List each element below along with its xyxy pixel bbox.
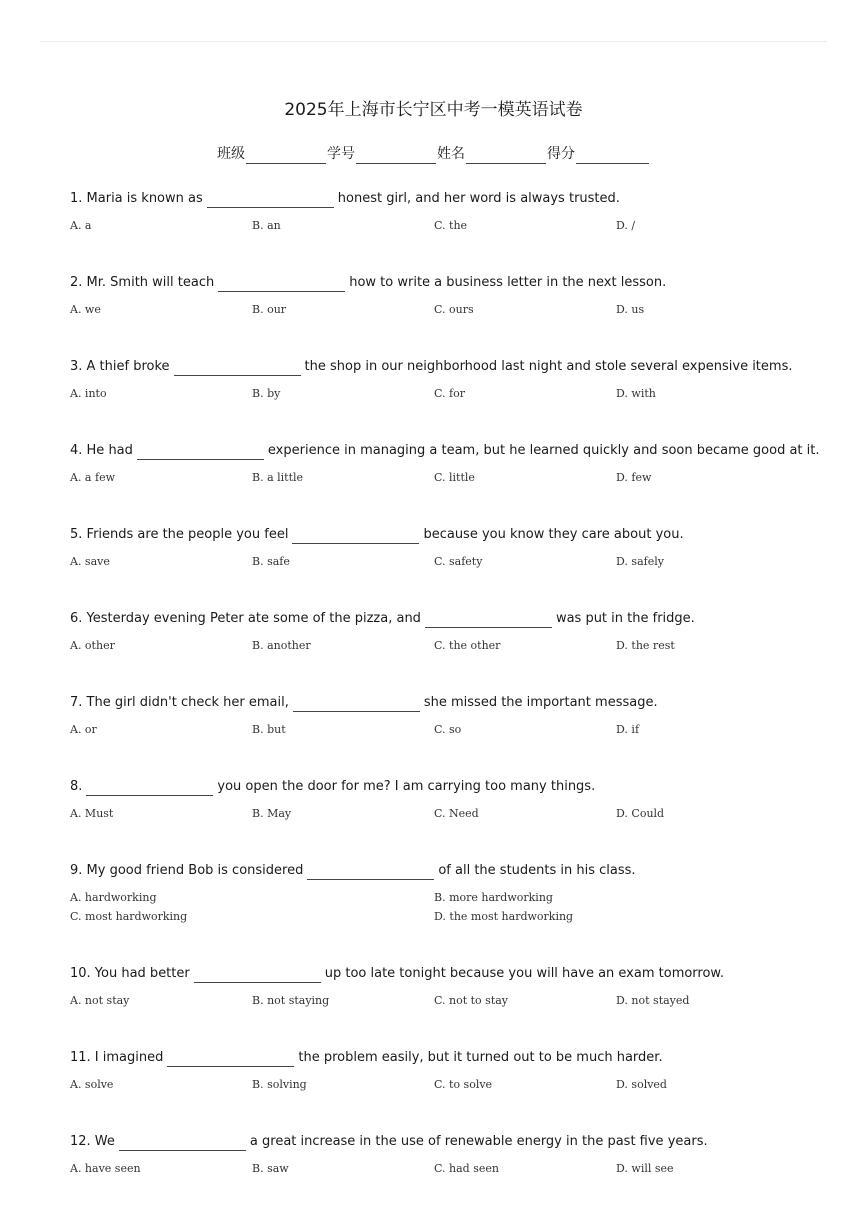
option-a[interactable]: A. other xyxy=(70,639,115,652)
options-row xyxy=(70,555,830,569)
question-stem xyxy=(70,610,830,628)
option-a[interactable]: A. into xyxy=(70,387,107,400)
option-d[interactable]: D. solved xyxy=(616,1078,667,1091)
question-8 xyxy=(70,778,830,862)
stem-text-after: you open the door for me? I am carrying too many things. xyxy=(217,779,596,794)
option-b[interactable]: B. an xyxy=(252,219,281,232)
option-d[interactable]: D. the most hardworking xyxy=(434,910,574,923)
option-c[interactable]: C. for xyxy=(434,387,465,400)
option-a[interactable]: A. a few xyxy=(70,471,115,484)
options-row xyxy=(70,387,830,401)
options-row xyxy=(70,807,830,821)
stem-text-after: the problem easily, but it turned out to be much harder. xyxy=(298,1050,663,1065)
option-a[interactable]: A. Must xyxy=(70,807,114,820)
question-4 xyxy=(70,442,830,526)
option-a[interactable]: A. we xyxy=(70,303,101,316)
option-a[interactable]: A. solve xyxy=(70,1078,114,1091)
option-c[interactable]: C. so xyxy=(434,723,462,736)
option-d[interactable]: D. the rest xyxy=(616,639,675,652)
stem-text-before: 4. He had xyxy=(70,443,133,458)
student-info-row xyxy=(217,144,650,164)
options-row xyxy=(70,910,830,924)
options-row xyxy=(70,723,830,737)
stem-text-after: she missed the important message. xyxy=(423,695,658,710)
student-id-label: 学号 xyxy=(327,146,355,162)
options-row xyxy=(70,994,830,1008)
question-stem xyxy=(70,442,830,460)
stem-text-after: up too late tonight because you will have an exam tomorrow. xyxy=(324,966,725,981)
name-label: 姓名 xyxy=(437,146,465,162)
option-b[interactable]: B. not staying xyxy=(252,994,330,1007)
stem-text-after: because you know they care about you. xyxy=(423,527,684,542)
option-a[interactable]: A. save xyxy=(70,555,110,568)
question-3 xyxy=(70,358,830,442)
option-a[interactable]: A. or xyxy=(70,723,97,736)
answer-blank[interactable] xyxy=(292,530,419,544)
option-b[interactable]: B. by xyxy=(252,387,281,400)
stem-text-after: was put in the fridge. xyxy=(555,611,695,626)
question-6 xyxy=(70,610,830,694)
page-top-rule xyxy=(40,41,827,42)
question-stem xyxy=(70,1049,830,1067)
options-row xyxy=(70,303,830,317)
stem-text-before: 7. The girl didn't check her email, xyxy=(70,695,289,710)
option-c[interactable]: C. most hardworking xyxy=(70,910,188,923)
options-row xyxy=(70,471,830,485)
name-blank[interactable] xyxy=(466,148,546,164)
question-stem xyxy=(70,694,830,712)
option-d[interactable]: D. not stayed xyxy=(616,994,690,1007)
option-b[interactable]: B. saw xyxy=(252,1162,289,1175)
question-7 xyxy=(70,694,830,778)
options-row xyxy=(70,891,830,905)
option-b[interactable]: B. more hardworking xyxy=(434,891,553,904)
option-d[interactable]: D. will see xyxy=(616,1162,674,1175)
score-blank[interactable] xyxy=(576,148,649,164)
class-blank[interactable] xyxy=(246,148,326,164)
options-row xyxy=(70,219,830,233)
stem-text-before: 10. You had better xyxy=(70,966,190,981)
stem-text-before: 6. Yesterday evening Peter ate some of the pizza, and xyxy=(70,611,421,626)
option-a[interactable]: A. hardworking xyxy=(70,891,157,904)
answer-blank[interactable] xyxy=(137,446,264,460)
answer-blank[interactable] xyxy=(307,866,434,880)
stem-text-before: 11. I imagined xyxy=(70,1050,164,1065)
stem-text-before: 5. Friends are the people you feel xyxy=(70,527,289,542)
answer-blank[interactable] xyxy=(218,278,345,292)
answer-blank[interactable] xyxy=(194,969,321,983)
option-d[interactable]: D. us xyxy=(616,303,645,316)
question-stem xyxy=(70,862,830,880)
answer-blank[interactable] xyxy=(207,194,334,208)
option-b[interactable]: B. May xyxy=(252,807,292,820)
option-c[interactable]: C. not to stay xyxy=(434,994,509,1007)
question-9 xyxy=(70,862,830,965)
option-d[interactable]: D. with xyxy=(616,387,656,400)
stem-text-before: 12. We xyxy=(70,1134,115,1149)
question-stem xyxy=(70,274,830,292)
option-c[interactable]: C. to solve xyxy=(434,1078,493,1091)
stem-text-before: 2. Mr. Smith will teach xyxy=(70,275,215,290)
question-stem xyxy=(70,965,830,983)
option-c[interactable]: C. Need xyxy=(434,807,479,820)
question-1 xyxy=(70,190,830,274)
stem-text-after: honest girl, and her word is always trusted. xyxy=(337,191,620,206)
question-2 xyxy=(70,274,830,358)
options-row xyxy=(70,1078,830,1092)
option-d[interactable]: D. / xyxy=(616,219,636,232)
stem-text-after: experience in managing a team, but he learned quickly and soon became good at it. xyxy=(267,443,820,458)
option-c[interactable]: C. the other xyxy=(434,639,501,652)
stem-text-before: 3. A thief broke xyxy=(70,359,170,374)
option-d[interactable]: D. safely xyxy=(616,555,664,568)
option-b[interactable]: B. our xyxy=(252,303,287,316)
score-label: 得分 xyxy=(547,146,575,162)
question-stem xyxy=(70,190,830,208)
question-stem xyxy=(70,1133,830,1151)
option-d[interactable]: D. Could xyxy=(616,807,665,820)
option-a[interactable]: A. a xyxy=(70,219,92,232)
stem-text-after: the shop in our neighborhood last night and stole several expensive items. xyxy=(304,359,793,374)
option-c[interactable]: C. little xyxy=(434,471,475,484)
page-title: 2025年上海市长宁区中考一模英语试卷 xyxy=(284,100,583,120)
option-a[interactable]: A. not stay xyxy=(70,994,130,1007)
option-d[interactable]: D. if xyxy=(616,723,640,736)
option-d[interactable]: D. few xyxy=(616,471,652,484)
answer-blank[interactable] xyxy=(293,698,420,712)
question-stem xyxy=(70,778,830,796)
question-11 xyxy=(70,1049,830,1133)
answer-blank[interactable] xyxy=(425,614,552,628)
answer-blank[interactable] xyxy=(119,1137,246,1151)
answer-blank[interactable] xyxy=(167,1053,294,1067)
question-stem xyxy=(70,358,830,376)
stem-text-before: 1. Maria is known as xyxy=(70,191,203,206)
option-b[interactable]: B. safe xyxy=(252,555,290,568)
question-5 xyxy=(70,526,830,610)
stem-text-before: 8. xyxy=(70,779,83,794)
answer-blank[interactable] xyxy=(86,782,213,796)
question-10 xyxy=(70,965,830,1049)
class-label: 班级 xyxy=(217,146,245,162)
stem-text-after: how to write a business letter in the next lesson. xyxy=(349,275,667,290)
option-b[interactable]: B. another xyxy=(252,639,311,652)
answer-blank[interactable] xyxy=(174,362,301,376)
options-row xyxy=(70,1162,830,1176)
question-12 xyxy=(70,1133,830,1217)
option-b[interactable]: B. a little xyxy=(252,471,304,484)
question-stem xyxy=(70,526,830,544)
stem-text-before: 9. My good friend Bob is considered xyxy=(70,863,304,878)
student-id-blank[interactable] xyxy=(356,148,436,164)
options-row xyxy=(70,639,830,653)
option-b[interactable]: B. solving xyxy=(252,1078,307,1091)
question-list xyxy=(70,190,830,1217)
option-c[interactable]: C. had seen xyxy=(434,1162,499,1175)
stem-text-after: a great increase in the use of renewable energy in the past five years. xyxy=(249,1134,708,1149)
option-c[interactable]: C. ours xyxy=(434,303,474,316)
stem-text-after: of all the students in his class. xyxy=(438,863,636,878)
option-c[interactable]: C. the xyxy=(434,219,468,232)
option-c[interactable]: C. safety xyxy=(434,555,483,568)
option-a[interactable]: A. have seen xyxy=(70,1162,141,1175)
option-b[interactable]: B. but xyxy=(252,723,286,736)
